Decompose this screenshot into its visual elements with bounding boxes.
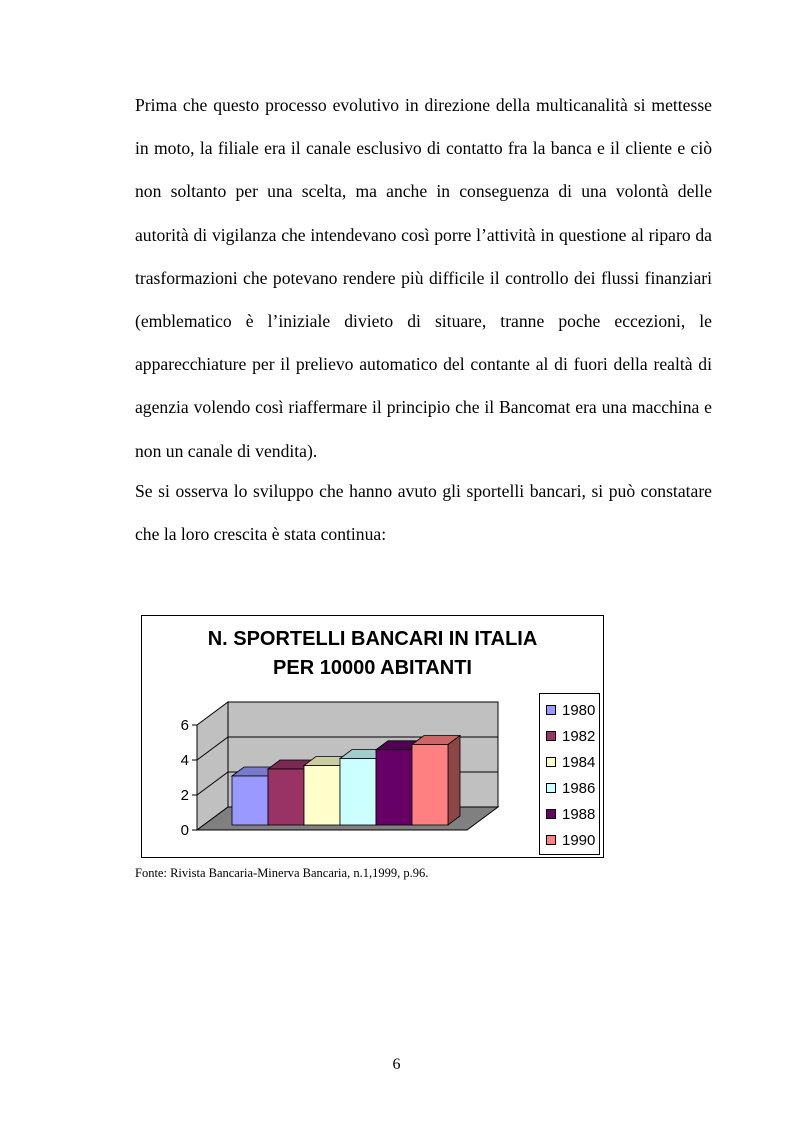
chart-y-tick-label: 0: [180, 822, 189, 839]
legend-swatch-1988: [546, 809, 556, 819]
bar-1990: [412, 736, 460, 826]
bar-front-1986: [340, 759, 376, 826]
paragraph-growth: Se si osserva lo sviluppo che hanno avuto gli sportelli bancari, si può constatare che la loro crescita è stata continua:: [135, 481, 712, 545]
legend-label-1984: 1984: [562, 753, 596, 771]
legend-item-1980: [546, 699, 595, 721]
legend-label-1982: 1982: [562, 727, 596, 745]
bar-front-1980: [232, 776, 268, 825]
legend-item-1986: [546, 777, 595, 799]
chart-y-tick-label: 2: [180, 787, 189, 804]
bar-front-1982: [268, 769, 304, 825]
legend-label-1980: 1980: [562, 701, 596, 719]
chart-legend: [539, 693, 600, 855]
bar-front-1984: [304, 766, 340, 826]
chart-title-line1: N. SPORTELLI BANCARI IN ITALIA: [207, 628, 538, 650]
legend-label-1986: 1986: [562, 779, 596, 797]
legend-swatch-1986: [546, 783, 556, 793]
bar-front-1990: [412, 745, 448, 826]
chart-y-tick-label: 4: [180, 752, 189, 769]
paragraph-intro: Prima che questo processo evolutivo in direzione della multicanalità si mettesse in moto, la filiale era il canale esclusivo di contatto fra la banca e il cliente e ciò non soltanto per una scelta, ma anche in conseguenza di una volontà delle autorità di vigilanza che intendevano così porre l’attività in questione al riparo da trasformazioni che potevano rendere più difficile il controllo dei flussi finanziari (emblematico è l’iniziale divieto di situare, tranne poche eccezioni, le apparecchiature per il prelievo automatico del contante al di fuori della realtà di agenzia volendo così riaffermare il principio che il Bancomat era una macchina e non un canale di vendita).: [135, 95, 712, 461]
legend-swatch-1984: [546, 757, 556, 767]
chart-y-tick-label: 6: [180, 717, 189, 734]
chart-plot: [142, 616, 542, 857]
legend-label-1990: 1990: [562, 831, 596, 849]
legend-label-1988: 1988: [562, 805, 596, 823]
legend-item-1984: [546, 751, 595, 773]
legend-swatch-1990: [546, 835, 556, 845]
legend-swatch-1980: [546, 705, 556, 715]
legend-item-1982: [546, 725, 595, 747]
bar-front-1988: [376, 750, 412, 825]
bar-chart: [141, 615, 604, 858]
chart-title-line2: PER 10000 ABITANTI: [273, 657, 472, 679]
page-number: 6: [392, 1056, 401, 1073]
source-note: Fonte: Rivista Bancaria-Minerva Bancaria, n.1,1999, p.96.: [135, 866, 429, 880]
legend-item-1988: [546, 803, 595, 825]
legend-swatch-1982: [546, 731, 556, 741]
bar-side-1990: [448, 736, 460, 826]
legend-item-1990: [546, 829, 595, 851]
